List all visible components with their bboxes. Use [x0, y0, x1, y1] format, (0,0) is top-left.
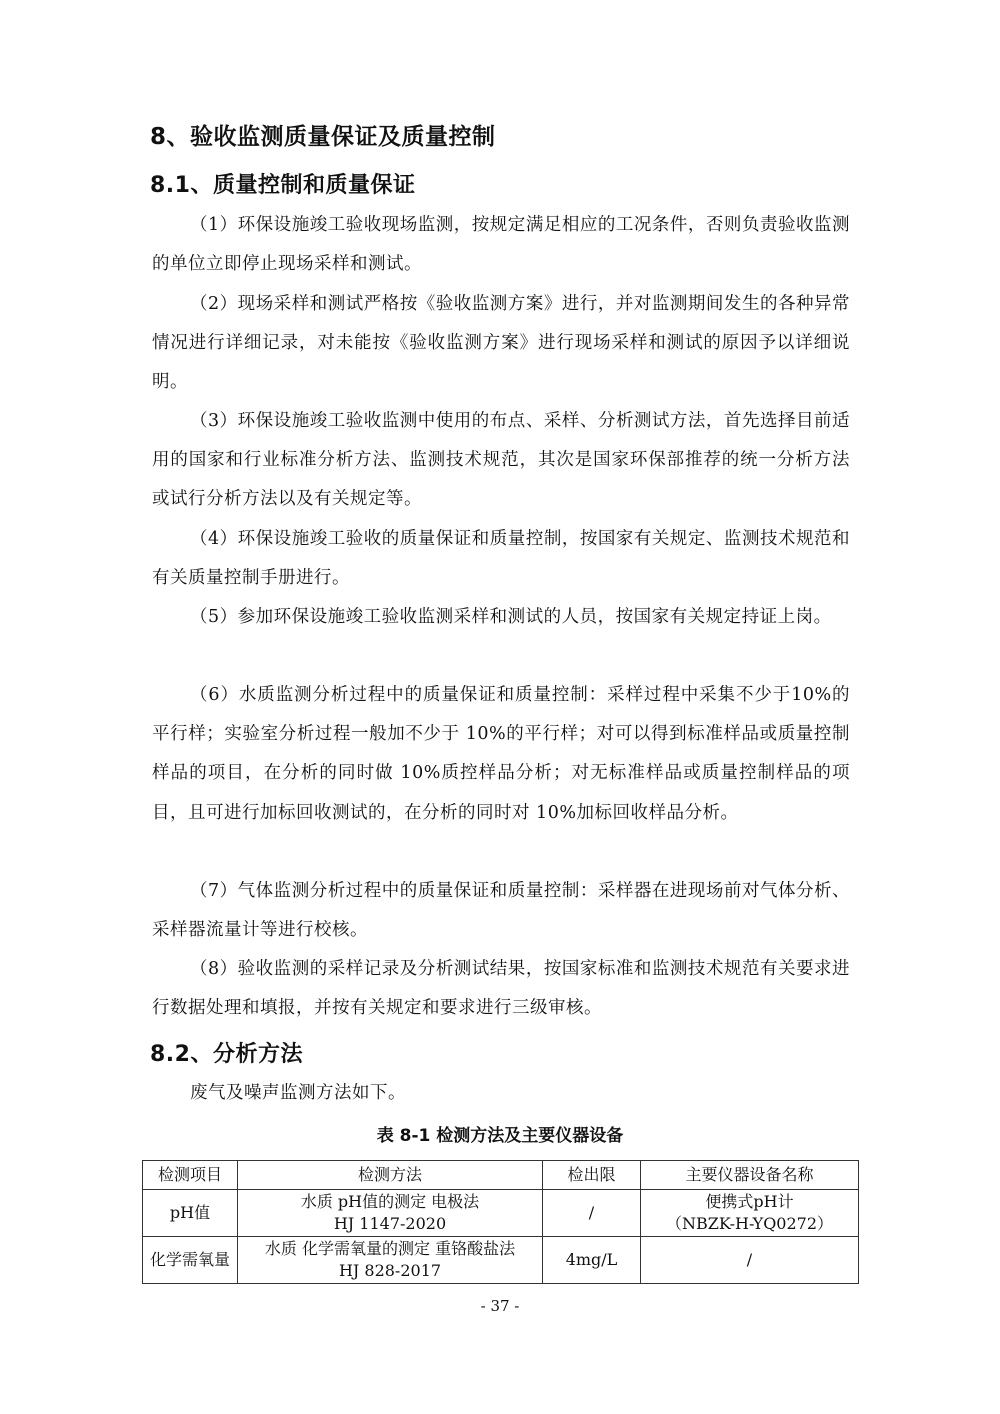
paragraph-7: （7）气体监测分析过程中的质量保证和质量控制：采样器在进现场前对气体分析、采样器流量计等进行校核。: [152, 881, 850, 941]
header-equipment: 主要仪器设备名称: [641, 1161, 859, 1190]
paragraph-3: （3）环保设施竣工验收监测中使用的布点、采样、分析测试方法，首先选择目前适用的国家和行业标准分析方法、监测技术规范，其次是国家环保部推荐的统一分析方法或试行分析方法以及有关规定等。: [152, 411, 850, 510]
paragraph-5: （5）参加环保设施竣工验收监测采样和测试的人员，按国家有关规定持证上岗。: [190, 607, 832, 627]
method-standard: HJ 828-2017: [338, 1261, 442, 1280]
paragraph-6: （6）水质监测分析过程中的质量保证和质量控制：采样过程中采集不少于10%的平行样；实验室分析过程一般加不少于 10%的平行样；对可以得到标准样品或质量控制样品的项目，在分析的同时做 10%质控样品分析；对无标准样品或质量控制样品的项目，且可进行加标回收测试的，在分析的同时对 10%加标回收样品分析。: [152, 685, 850, 823]
table-caption: 表 8-1 检测方法及主要仪器设备: [376, 1126, 624, 1146]
cell-item: 化学需氧量: [143, 1237, 238, 1284]
table-row: [143, 1190, 859, 1237]
cell-equipment: [641, 1190, 859, 1237]
equipment-name: /: [746, 1250, 753, 1269]
header-item: 检测项目: [143, 1161, 238, 1190]
intro-text: 废气及噪声监测方法如下。: [190, 1083, 406, 1103]
subsection-title-quality-control: 8.1、质量控制和质量保证: [150, 173, 416, 198]
methods-table: [142, 1160, 859, 1284]
cell-method: [238, 1237, 543, 1284]
section-title: 8、验收监测质量保证及质量控制: [150, 124, 496, 150]
paragraph-2: （2）现场采样和测试严格按《验收监测方案》进行，并对监测期间发生的各种异常情况进行详细记录，对未能按《验收监测方案》进行现场采样和测试的原因予以详细说明。: [152, 294, 850, 393]
header-limit: 检出限: [543, 1161, 641, 1190]
cell-item: pH值: [143, 1190, 238, 1237]
paragraph-1: （1）环保设施竣工验收现场监测，按规定满足相应的工况条件，否则负责验收监测的单位立即停止现场采样和测试。: [152, 215, 850, 275]
paragraph-8: （8）验收监测的采样记录及分析测试结果，按国家标准和监测技术规范有关要求进行数据处理和填报，并按有关规定和要求进行三级审核。: [152, 959, 850, 1019]
method-name: 水质 pH值的测定 电极法: [300, 1192, 480, 1211]
method-name: 水质 化学需氧量的测定 重铬酸盐法: [264, 1239, 516, 1258]
cell-limit: 4mg/L: [543, 1237, 641, 1284]
table-row: [143, 1237, 859, 1284]
paragraph-4: （4）环保设施竣工验收的质量保证和质量控制，按国家有关规定、监测技术规范和有关质量控制手册进行。: [152, 529, 850, 589]
cell-equipment: [641, 1237, 859, 1284]
page-number: - 37 -: [480, 1297, 520, 1315]
method-standard: HJ 1147-2020: [333, 1214, 447, 1233]
subsection-title-analysis-methods: 8.2、分析方法: [150, 1042, 303, 1067]
table-header-row: [143, 1161, 859, 1190]
equipment-name: 便携式pH计: [705, 1192, 794, 1211]
header-method: 检测方法: [238, 1161, 543, 1190]
cell-method: [238, 1190, 543, 1237]
cell-limit: /: [543, 1190, 641, 1237]
equipment-id: （NBZK-H-YQ0272）: [665, 1214, 834, 1233]
